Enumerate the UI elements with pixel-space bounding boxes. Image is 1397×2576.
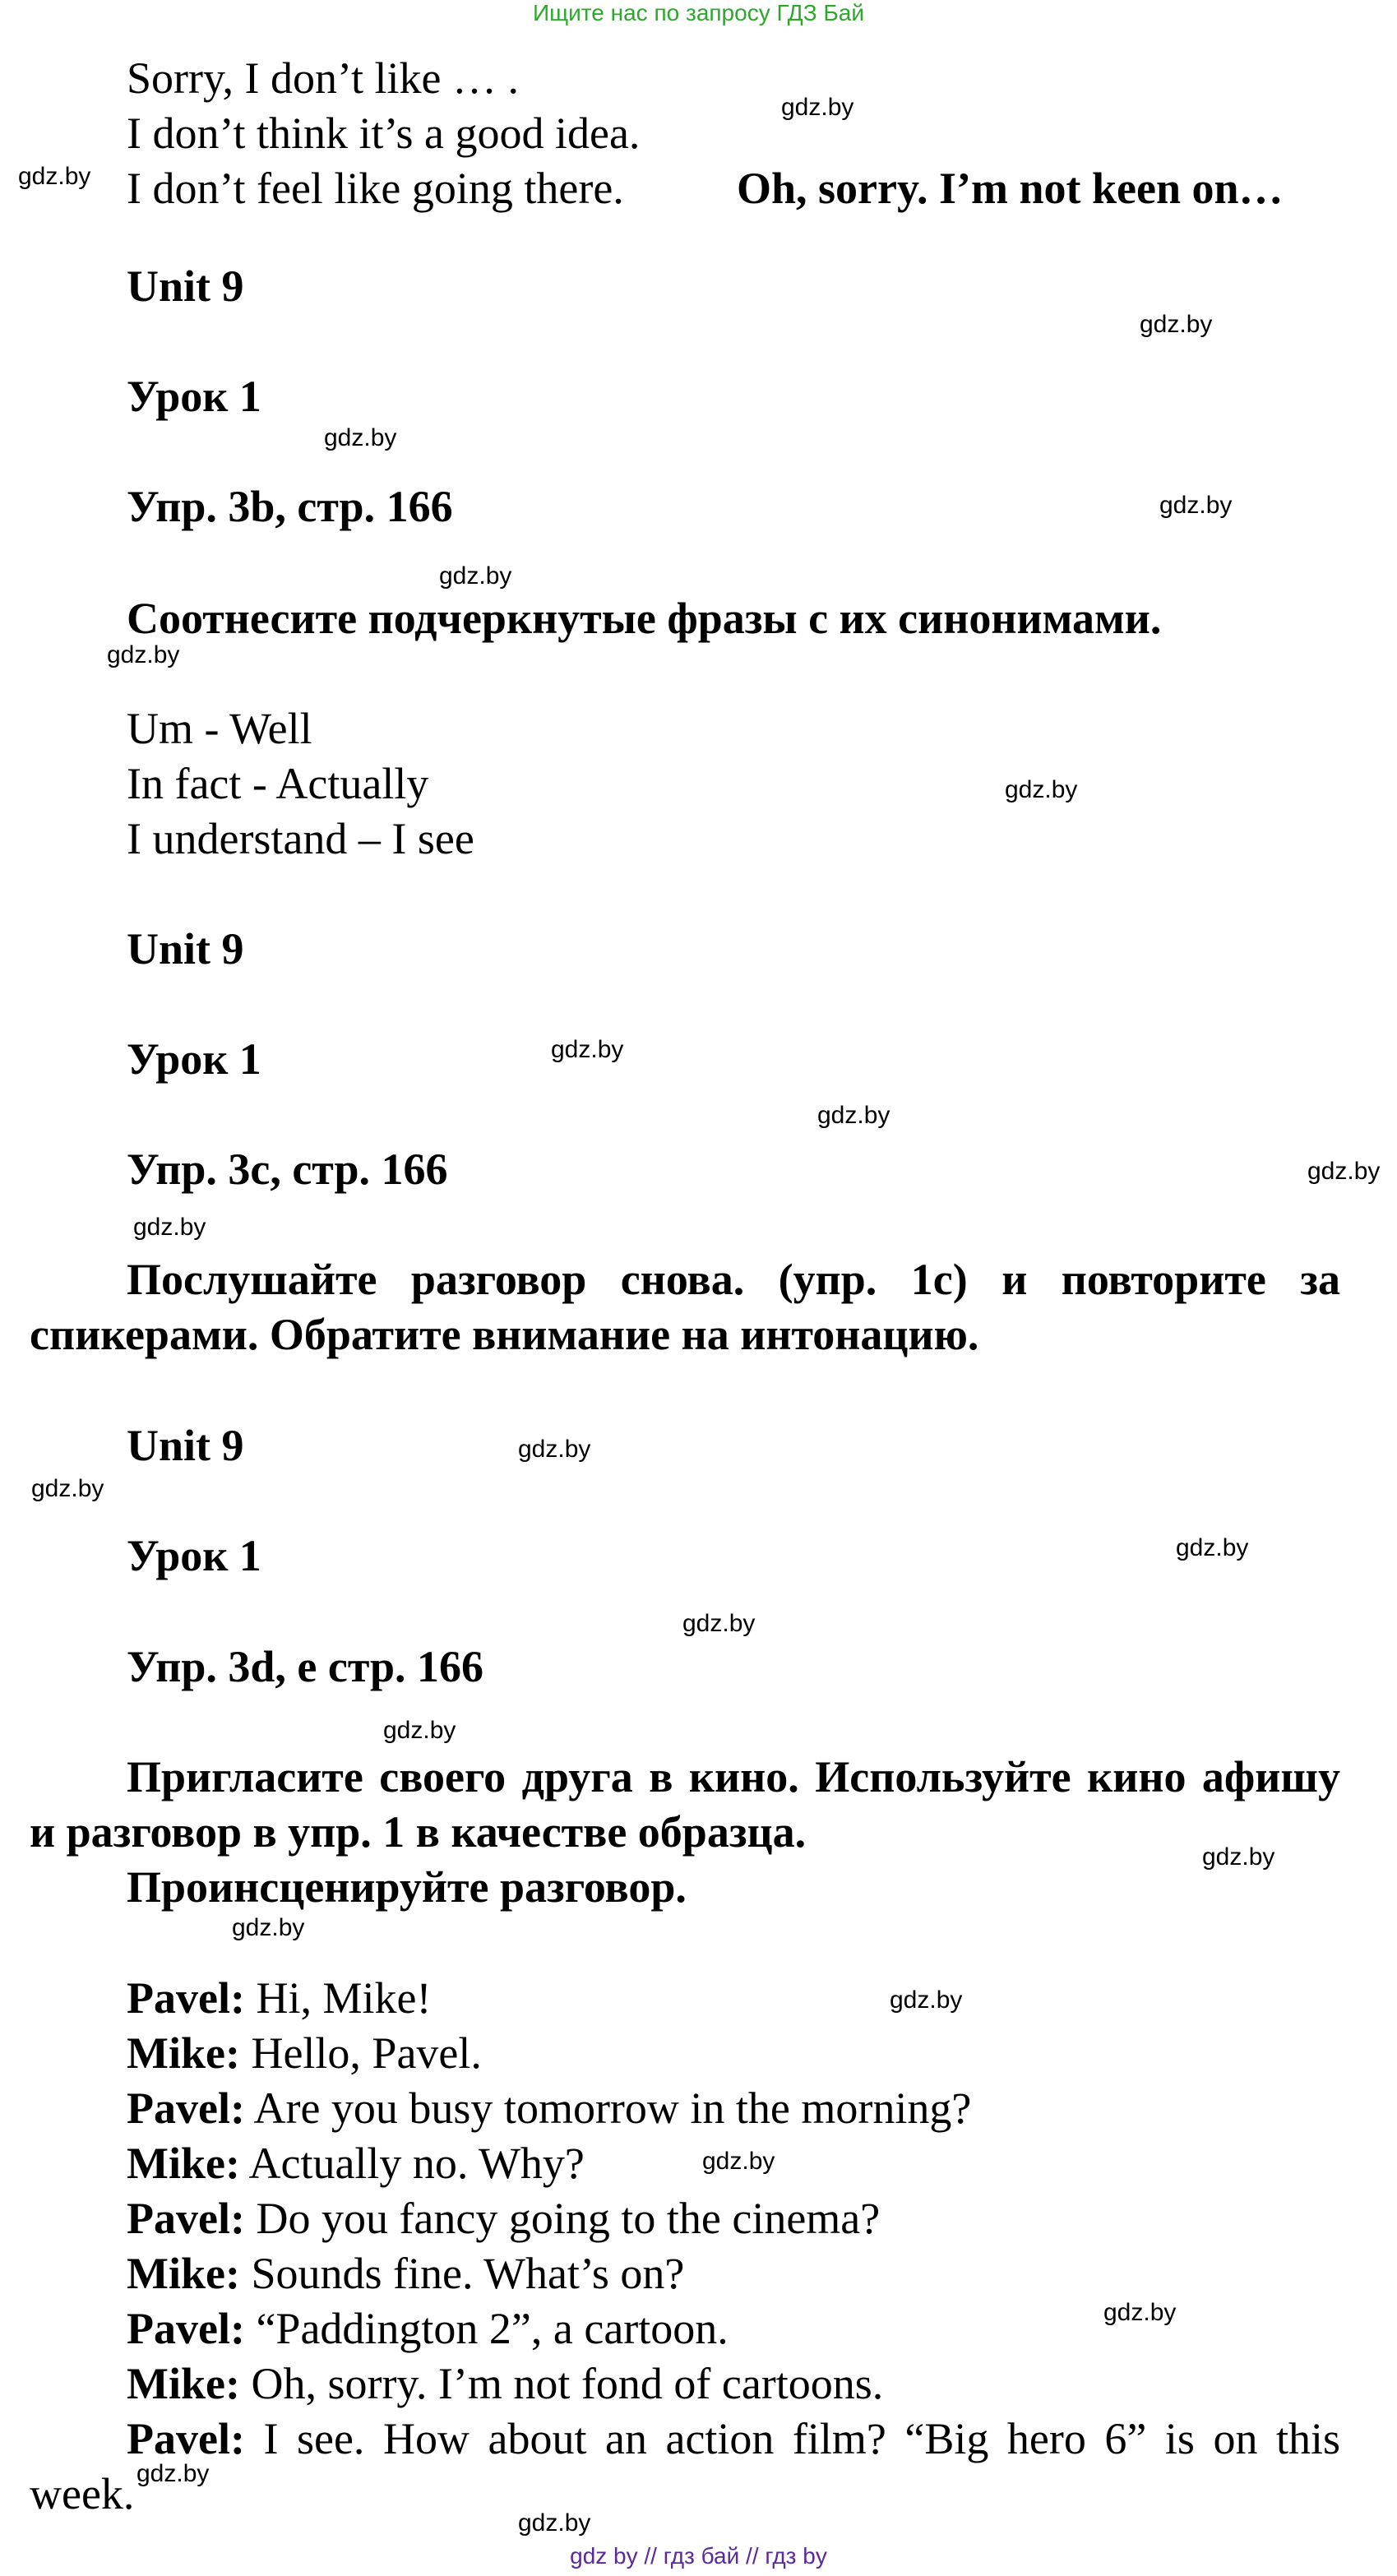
dialogue-line <box>127 2191 880 2245</box>
watermark: gdz.by <box>817 1102 890 1129</box>
top-line-2: I don’t think it’s a good idea. <box>127 109 641 158</box>
speaker-label: Pavel: <box>127 2083 245 2133</box>
watermark: gdz.by <box>1140 311 1213 338</box>
watermark: gdz.by <box>31 1475 104 1502</box>
synonym-pair-2: In fact - Actually <box>127 759 429 808</box>
dialogue-text: Do you fancy going to the cinema? <box>244 2194 881 2243</box>
dialogue-line <box>127 2246 684 2301</box>
task-text-1: Соотнесите подчеркнутые фразы с их синонимами. <box>127 594 1162 643</box>
dialogue-line <box>127 1971 431 2025</box>
exercise-heading-2: Упр. 3c, стр. 166 <box>127 1145 448 1194</box>
watermark: gdz.by <box>1176 1534 1249 1561</box>
watermark: gdz.by <box>781 94 854 121</box>
speaker-label: Mike: <box>127 2249 240 2298</box>
task-text-3: Пригласите своего друга в кино. Используйте кино афишу и разговор в упр. 1 в качестве образца. <box>30 1752 1340 1857</box>
exercise-heading-3: Упр. 3d, e стр. 166 <box>127 1642 484 1691</box>
watermark: gdz.by <box>518 1436 591 1463</box>
watermark: gdz.by <box>439 562 512 590</box>
watermark: gdz.by <box>18 163 91 190</box>
lesson-heading-1: Урок 1 <box>127 372 261 421</box>
dialogue-text: Actually no. Why? <box>239 2139 585 2188</box>
top-line-1: Sorry, I don’t like … . <box>127 53 519 103</box>
speaker-label: Pavel: <box>127 2194 245 2243</box>
search-hint-link[interactable]: Ищите нас по запросу ГДЗ Бай <box>532 0 865 25</box>
watermark: gdz.by <box>682 1610 756 1637</box>
speaker-label: Mike: <box>127 2359 240 2408</box>
top-line-3: I don’t feel like going there. <box>127 164 624 213</box>
speaker-label: Mike: <box>127 2028 240 2078</box>
unit-heading-2: Unit 9 <box>127 924 244 974</box>
speaker-label: Pavel: <box>127 2414 245 2463</box>
watermark: gdz.by <box>1307 1158 1381 1185</box>
watermark: gdz.by <box>136 2460 210 2487</box>
dialogue-text: Hello, Pavel. <box>239 2028 482 2078</box>
dialogue-text: Oh, sorry. I’m not fond of cartoons. <box>239 2359 884 2408</box>
watermark: gdz.by <box>1202 1843 1275 1871</box>
task-text-2: Послушайте разговор снова. (упр. 1c) и повторите за спикерами. Обратите внимание на интонацию. <box>30 1255 1340 1359</box>
watermark: gdz.by <box>232 1914 305 1941</box>
dialogue-line <box>127 2081 971 2135</box>
watermark: gdz.by <box>551 1036 624 1063</box>
synonym-pair-1: Um - Well <box>127 704 312 753</box>
watermark: gdz.by <box>890 1986 963 2014</box>
dialogue-text: I see. How about an action film? “Big hero 6” is on this week. <box>30 2414 1340 2518</box>
lesson-heading-3: Урок 1 <box>127 1531 261 1580</box>
exercise-heading-1: Упр. 3b, стр. 166 <box>127 482 453 531</box>
dialogue-line <box>127 2301 729 2356</box>
dialogue-text: Sounds fine. What’s on? <box>239 2249 685 2298</box>
watermark: gdz.by <box>702 2148 775 2175</box>
unit-heading-1: Unit 9 <box>127 261 244 311</box>
speaker-label: Mike: <box>127 2139 240 2188</box>
watermark: gdz.by <box>324 424 397 451</box>
watermark: gdz.by <box>518 2509 591 2537</box>
dialogue-line <box>30 2412 1340 2522</box>
lesson-heading-2: Урок 1 <box>127 1034 261 1084</box>
dialogue-text: Are you busy tomorrow in the morning? <box>244 2083 972 2133</box>
watermark: gdz.by <box>1159 492 1233 519</box>
speaker-label: Pavel: <box>127 1973 245 2023</box>
watermark: gdz.by <box>1005 776 1078 803</box>
watermark: gdz.by <box>133 1214 206 1241</box>
watermark: gdz.by <box>107 641 180 668</box>
top-answer: Oh, sorry. I’m not keen on… <box>737 164 1284 213</box>
dialogue-line <box>127 2026 482 2080</box>
unit-heading-3: Unit 9 <box>127 1421 244 1470</box>
synonym-pair-3: I understand – I see <box>127 814 474 863</box>
task-text-3b: Проинсценируйте разговор. <box>127 1862 687 1912</box>
dialogue-line <box>127 2356 883 2411</box>
dialogue-text: “Paddington 2”, a cartoon. <box>244 2304 729 2353</box>
dialogue-text: Hi, Mike! <box>244 1973 432 2023</box>
watermark: gdz.by <box>1103 2299 1177 2326</box>
footer-links[interactable]: gdz by // гдз бай // гдз by <box>570 2543 827 2569</box>
dialogue-line <box>127 2136 585 2190</box>
watermark: gdz.by <box>383 1717 456 1744</box>
speaker-label: Pavel: <box>127 2304 245 2353</box>
